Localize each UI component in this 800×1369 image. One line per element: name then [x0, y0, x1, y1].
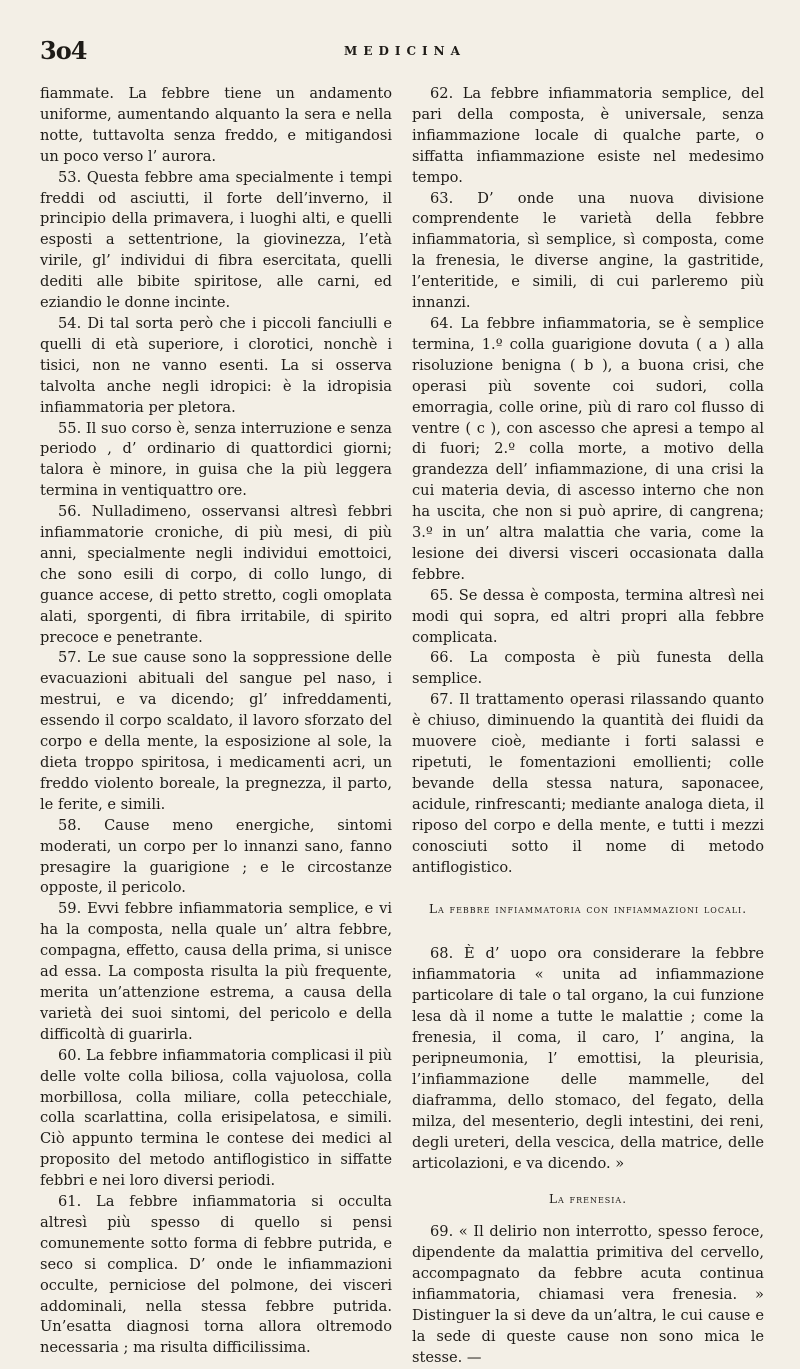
paragraph-58: 58. Cause meno energiche, sintomi moderati, un corpo per lo innanzi sano, fanno presagire la guarigione ; e le circostanze opposte, il pericolo.	[40, 816, 392, 897]
section-heading-local-inflammations: La febbre infiammatoria con infiammazioni locali.	[428, 902, 748, 917]
paragraph-60: 60. La febbre infiammatoria complicasi il più delle volte colla biliosa, colla vajuolosa, colla morbillosa, colla miliare, colla petecchiale, colla scarlattina, colla erisipelatosa, e simili. Ciò appunto termina le contese dei medici al proposito del metodo antiflogistico in siffatte febbri e nei loro diversi periodi.	[40, 1046, 392, 1190]
running-head: MEDICINA	[344, 44, 466, 58]
paragraph-61: 61. La febbre infiammatoria si occulta altresì più spesso di quello si pensi comunemente sotto forma di febbre putrida, e seco si complica. D’ onde le infiammazioni occulte, perniciose del polmone, dei visceri addominali, nella stessa febbre putrida. Un’esatta diagnosi torna allora oltremodo necessaria ; ma risulta difficilissima.	[40, 1193, 392, 1357]
paragraph-66: 66. La composta è più funesta della semplice.	[412, 649, 764, 688]
paragraph-55: 55. Il suo corso è, senza interruzione e senza periodo , d’ ordinario di quattordici giorni; talora è minore, in guisa che la più leggera termina in ventiquattro ore.	[40, 419, 392, 500]
paragraph-68: 68. È d’ uopo ora considerare la febbre infiammatoria « unita ad infiammazione particolare di tale o tal organo, la cui funzione lesa dà il nome a tutte le malattie ; come la frenesia, il coma, il caro, l’ angina, la peripneumonia, l’ emottisi, la pleurisia, l’infiammazione delle mammelle, del diaframma, dello stomaco, del fegato, della milza, del mesenterio, degli intestini, dei reni, degli ureteri, della vescica, della matrice, delle articolazioni, e va dicendo. »	[412, 945, 764, 1172]
paragraph-54: 54. Di tal sorta però che i piccoli fanciulli e quelli di età superiore, i clorotici, nonchè i tisici, non ne vanno esenti. La si osserva talvolta anche negli idropici: è la idropisia infiammatoria per pletora.	[40, 314, 392, 416]
page-header	[40, 36, 770, 76]
paragraph-62: 62. La febbre infiammatoria semplice, del pari della composta, è universale, senza infiammazione locale di qualche parte, o siffatta infiammazione esiste nel medesimo tempo.	[412, 85, 764, 186]
section-heading-frenesia: La frenesia.	[548, 1192, 628, 1207]
paragraph-65: 65. Se dessa è composta, termina altresì nei modi qui sopra, ed altri propri alla febbre complicata.	[412, 586, 764, 646]
paragraph-continuation: fiammate. La febbre tiene un andamento uniforme, aumentando alquanto la sera e nella notte, tuttavolta senza freddo, e mitigandosi un poco verso l’ aurora.	[40, 85, 392, 165]
paragraph-57: 57. Le sue cause sono la soppressione delle evacuazioni abituali del sangue pel naso, i mestrui, e va dicendo; gl’ infreddamenti, essendo il corpo scaldato, il lavoro sforzato del corpo e della mente, la esposizione al sole, la dieta troppo spiritosa, i medicamenti acri, un freddo violento boreale, la pregnezza, il parto, le ferite, e simili.	[40, 649, 392, 813]
paragraph-67: 67. Il trattamento operasi rilassando quanto è chiuso, diminuendo la quantità dei fluidi da muovere cioè, mediante i forti salassi e ripetuti, le fomentazioni emollienti; colle bevande della stessa natura, saponacee, acidule, rinfrescanti; mediante analoga dieta, il riposo del corpo e della mente, e tutti i mezzi conosciuti sotto il nome di metodo antiflogistico.	[412, 691, 764, 876]
left-column	[40, 84, 392, 1359]
paragraph-63: 63. D’ onde una nuova divisione comprendente le varietà della febbre infiammatoria, sì semplice, sì composta, come la frenesia, le diverse angine, la gastritide, l’enteritide, e simili, di cui parleremo più innanzi.	[412, 189, 764, 312]
paragraph-64: 64. La febbre infiammatoria, se è semplice termina, 1.º colla guarigione dovuta ( a ) alla risoluzione benigna ( b ), a buona crisi, che operasi più sovente coi sudori, colla emorragia, colle orine, più di raro col flusso di ventre ( c ), con ascesso che apresi a tempo al di fuori; 2.º colla morte, a motivo della grandezza dell’ infiammazione, di una crisi la cui materia devia, di ascesso interno che non ha uscita, che non si può aprire, di cangrena; 3.º in un’ altra malattia che varia, come la lesione dei diversi visceri occasionata dalla febbre.	[412, 314, 764, 583]
paragraph-53: 53. Questa febbre ama specialmente i tempi freddi od asciutti, il forte dell’inverno, il principio della primavera, i luoghi alti, e quelli esposti a settentrione, la giovinezza, l’età virile, gl’ individui di fibra esercitata, quelli dediti alle bibite spiritose, alle carni, ed eziandio le donne incinte.	[40, 168, 392, 312]
paragraph-56: 56. Nulladimeno, osservansi altresì febbri infiammatorie croniche, di più mesi, di più anni, specialmente negli individui emottoici, che sono esili di corpo, di collo lungo, di guance accese, di petto stretto, cogli omoplata alati, sporgenti, di fibra irritabile, di spirito precoce e penetrante.	[40, 503, 392, 646]
paragraph-69: 69. « Il delirio non interrotto, spesso feroce, dipendente da malattia primitiva del cervello, accompagnato da febbre acuta continua infiammatoria, chiamasi vera frenesia. » Distinguer la si deve da un’altra, le cui cause e la sede di queste cause non sono mica le stesse. —	[412, 1223, 764, 1366]
page-number: 3o4	[40, 36, 87, 65]
right-column	[412, 84, 764, 1369]
paragraph-59: 59. Evvi febbre infiammatoria semplice, e vi ha la composta, nella quale un’ altra febbre, compagna, effetto, causa della prima, si unisce ad essa. La composta risulta la più frequente, merita un’attenzione estrema, a causa della varietà dei suoi sintomi, del pericolo e della difficoltà di guarirla.	[40, 900, 392, 1043]
